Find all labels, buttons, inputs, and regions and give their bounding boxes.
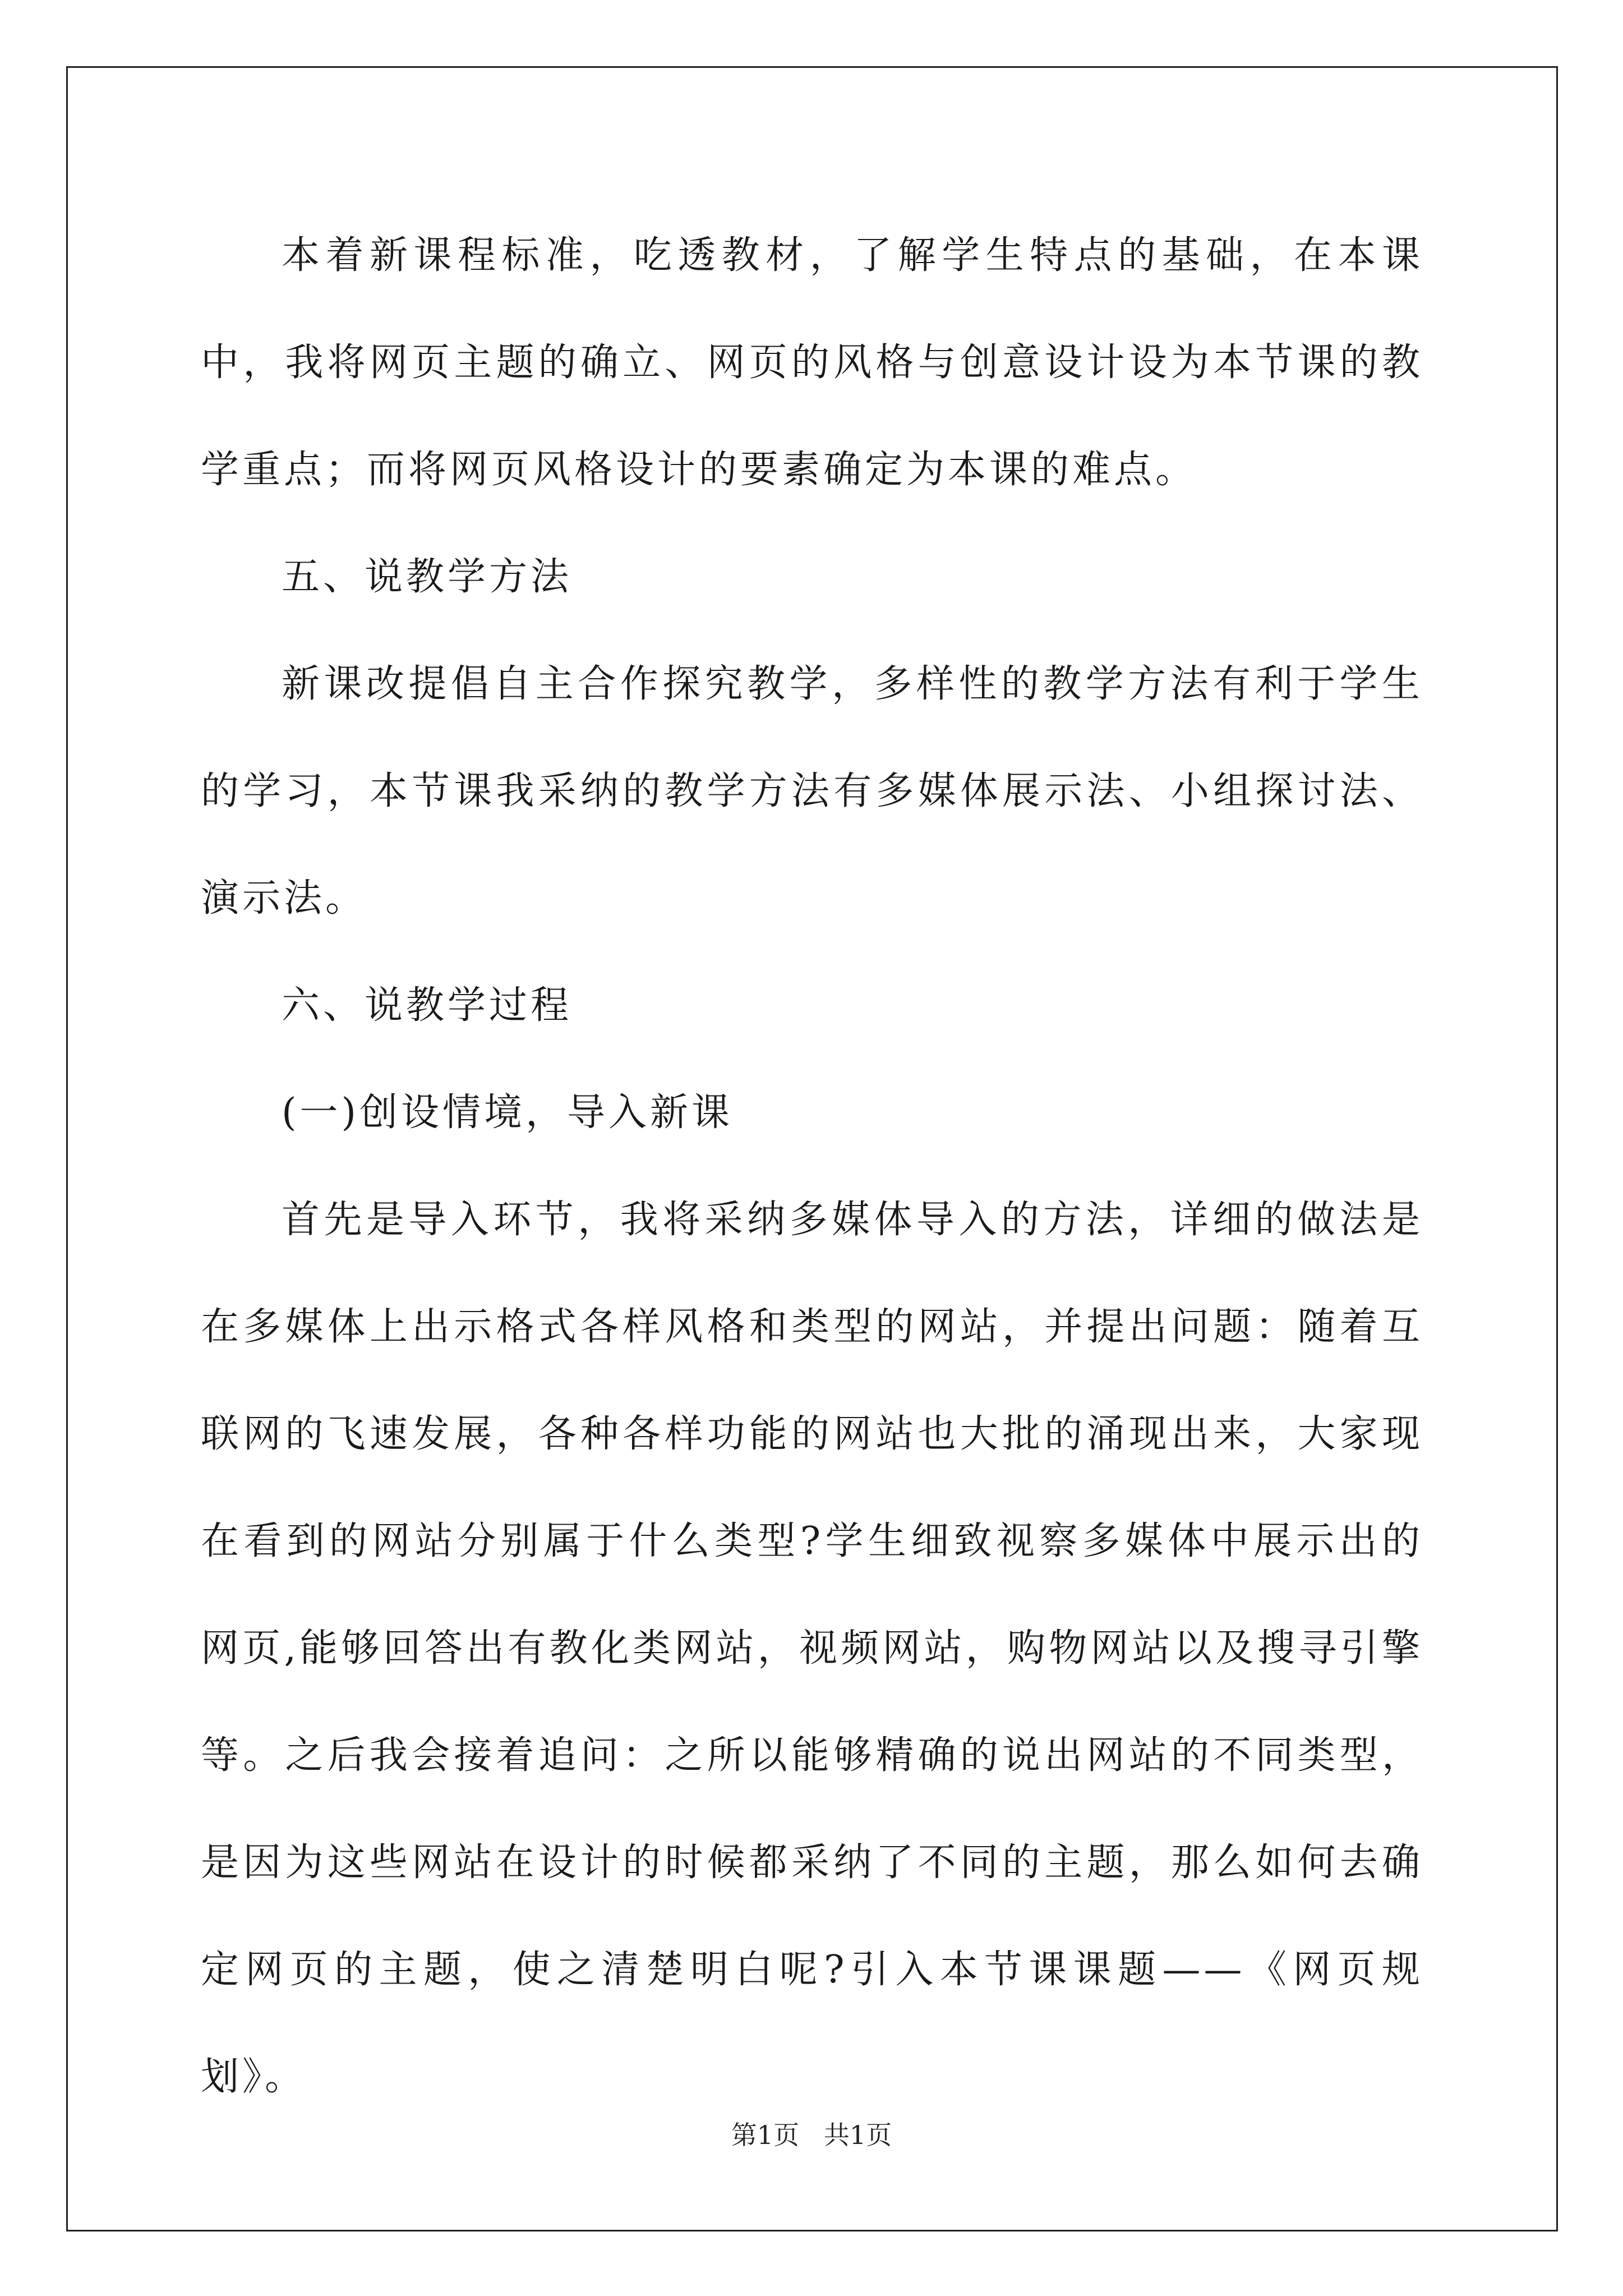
paragraph-focus-and-difficulty: 本着新课程标准，吃透教材，了解学生特点的基础，在本课中，我将网页主题的确立、网页的风格与创意设计设为本节课的教学重点；而将网页风格设计的要素确定为本课的难点。 [201,233,1423,492]
document-body [201,202,1423,2131]
paragraph-teaching-methods: 新课改提倡自主合作探究教学，多样性的教学方法有利于学生的学习，本节课我采纳的教学方法有多媒体展示法、小组探讨法、演示法。 [201,662,1423,921]
paragraph-introduction: 首先是导入环节，我将采纳多媒体导入的方法，详细的做法是在多媒体上出示格式各样风格和类型的网站，并提出问题：随着互联网的飞速发展，各种各样功能的网站也大批的涌现出来，大家现在看到的网站分别属于什么类型?学生细致视察多媒体中展示出的网页,能够回答出有教化类网站，视频网站，购物网站以及搜寻引擎等。之后我会接着追问：之所以能够精确的说出网站的不同类型，是因为这些网站在设计的时候都采纳了不同的主题，那么如何去确定网页的主题，使之清楚明白呢?引入本节课课题——《网页规划》。 [201,1198,1423,2099]
subheading-introduction: (一)创设情境，导入新课 [282,1091,734,1135]
heading-teaching-process: 六、说教学过程 [282,983,573,1028]
page-footer: 第1页 共1页 [731,2120,892,2150]
heading-teaching-methods: 五、说教学方法 [282,555,573,599]
